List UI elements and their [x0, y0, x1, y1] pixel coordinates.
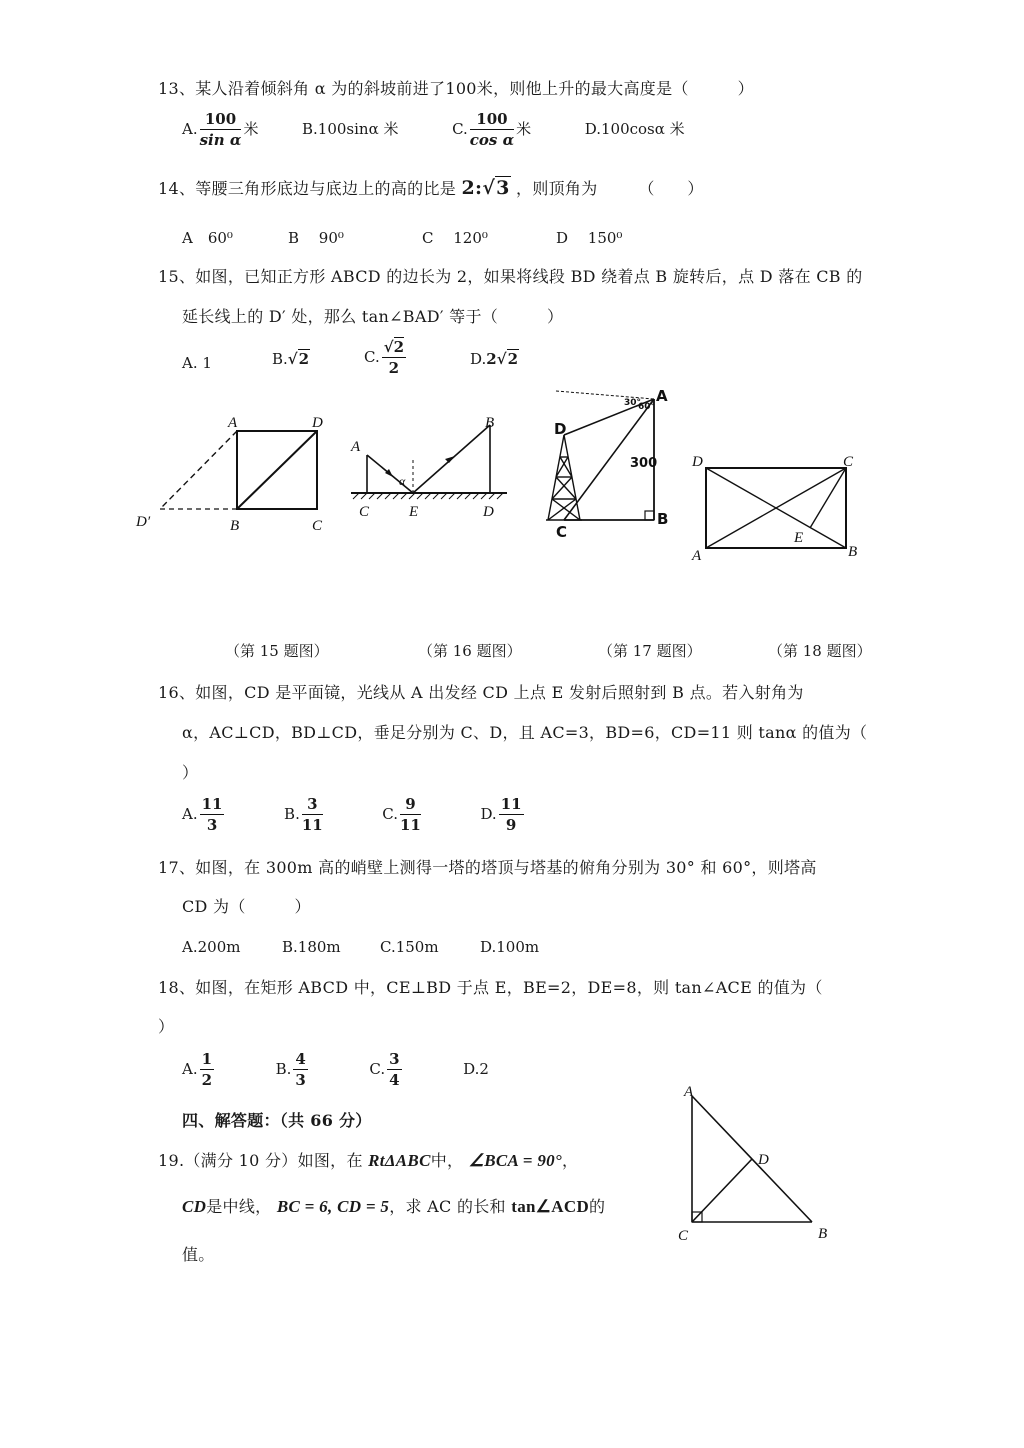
- q13-options: [182, 112, 685, 148]
- label-alpha: α: [399, 474, 406, 488]
- label-angle-60: 60°: [638, 402, 656, 412]
- q15-b-label: B.: [272, 350, 288, 368]
- figure-16: [345, 405, 515, 540]
- label-b: B: [818, 1226, 828, 1242]
- right-angle-b: [645, 511, 654, 520]
- q15-line1: 15、如图，已知正方形 ABCD 的边长为 2，如果将线段 BD 绕着点 B 旋转后，点 D 落在 CB 的: [158, 267, 863, 286]
- q16-line1: 16、如图，CD 是平面镜，光线从 A 出发经 CD 上点 E 发射后照射到 B 点。若入射角为: [158, 683, 804, 702]
- q15-option-d: [470, 350, 519, 368]
- label-a: A: [351, 439, 361, 455]
- q17-option-b: B.180m: [282, 938, 341, 956]
- q15-d-label: D.: [470, 350, 487, 368]
- q18-line2: ）: [158, 1017, 175, 1036]
- label-c: C: [556, 523, 568, 541]
- q19-text-mid1: 中，: [430, 1151, 464, 1170]
- q18-line1: 18、如图，在矩形 ABCD 中，CE⊥BD 于点 E，BE=2，DE=8，则 tan∠ACE 的值为（: [158, 978, 823, 997]
- q17-line1: 17、如图，在 300m 高的峭壁上测得一塔的塔顶与塔基的俯角分别为 30° 和 60°，则塔高: [158, 858, 817, 877]
- label-e: E: [409, 504, 419, 520]
- label-b: B: [657, 510, 669, 528]
- figure-19: [670, 1082, 840, 1247]
- q16-line3: ）: [182, 763, 199, 782]
- label-e: E: [794, 530, 804, 546]
- label-c: C: [312, 518, 323, 534]
- q15-d-radicand: 2: [507, 350, 518, 368]
- q19-line3: 值。: [182, 1245, 215, 1264]
- q16-a-label: A.: [182, 805, 198, 823]
- q14-ratio-radicand: 3: [496, 177, 510, 199]
- q18-c-fraction: [387, 1052, 401, 1088]
- label-d: D: [312, 415, 323, 431]
- q19-text-post2: 的: [589, 1197, 606, 1216]
- q13-a-denominator: sin α: [199, 131, 242, 149]
- q13-c-unit: 米: [516, 120, 532, 138]
- figure-17: [540, 385, 685, 545]
- q19-math-tan: tan∠ACD: [511, 1197, 590, 1216]
- q17-option-c: C.150m: [380, 938, 439, 956]
- caption-figure-15: （第 15 题图）: [225, 642, 329, 660]
- label-angle-30: 30°: [624, 398, 642, 408]
- q18-b-label: B.: [275, 1060, 292, 1078]
- figure-18: [688, 450, 868, 570]
- label-b: B: [848, 544, 858, 560]
- q14-stem-tail: ，则顶角为 （ ）: [516, 179, 704, 198]
- q17-line2: CD 为（ ）: [182, 897, 311, 916]
- q13-option-b: B.100sinα 米: [302, 120, 399, 138]
- q19-line2: [182, 1194, 605, 1217]
- q14-ratio-sqrt: √3: [482, 177, 510, 199]
- caption-figure-16: （第 16 题图）: [418, 642, 522, 660]
- q13-c-denominator: cos α: [469, 131, 515, 149]
- label-d: D: [483, 504, 494, 520]
- q13-a-unit: 米: [243, 120, 259, 138]
- q16-line2: α，AC⊥CD，BD⊥CD，垂足分别为 C、D，且 AC=3，BD=6，CD=11 则 tanα 的值为（: [182, 723, 868, 742]
- q15-c-label: C.: [364, 348, 380, 366]
- q13-option-c-fraction: [470, 112, 514, 148]
- label-a: A: [692, 548, 702, 564]
- q19-math-triangle: RtΔABC: [368, 1151, 431, 1170]
- label-d: D: [758, 1152, 769, 1168]
- q16-a-den: 3: [206, 816, 218, 834]
- q15-option-c: [364, 340, 408, 376]
- figure-15: [130, 405, 340, 540]
- q14-option-d: D 150⁰: [556, 229, 623, 247]
- q16-d-fraction: [499, 797, 524, 833]
- q19-text-post1: ，: [562, 1151, 579, 1170]
- q18-option-d: D.2: [463, 1060, 489, 1078]
- q15-c-denominator: 2: [388, 359, 400, 377]
- label-d: D: [554, 420, 567, 438]
- arrow-reflected: [445, 456, 455, 463]
- q14-stem-text: 14、等腰三角形底边与底边上的高的比是: [158, 179, 457, 198]
- q18-a-num: 1: [201, 1050, 213, 1068]
- q17-option-d: D.100m: [480, 938, 540, 956]
- q13-a-numerator: 100: [200, 112, 242, 130]
- label-b: B: [230, 518, 240, 534]
- q15-d-sqrt: 2√2: [486, 350, 518, 368]
- q18-options: [182, 1052, 489, 1088]
- q19-text-pre: 19.（满分 10 分）如图，在: [158, 1151, 363, 1170]
- q18-c-num: 3: [389, 1050, 400, 1068]
- caption-figure-17: （第 17 题图）: [598, 642, 702, 660]
- q18-a-label: A.: [182, 1060, 198, 1078]
- q19-text-mid2: 是中线，: [206, 1197, 272, 1216]
- q13-stem: 13、某人沿着倾斜角 α 为的斜坡前进了100米，则他上升的最大高度是（ ）: [158, 79, 754, 98]
- label-height: 300: [630, 456, 658, 471]
- q19-line1: [158, 1148, 578, 1171]
- q16-a-num: 11: [201, 795, 223, 813]
- q15-c-numerator: √2: [383, 338, 405, 356]
- caption-figure-18: （第 18 题图）: [768, 642, 872, 660]
- label-a: A: [656, 387, 668, 405]
- segment-ce: [810, 468, 846, 528]
- q16-b-label: B.: [284, 805, 300, 823]
- q19-math-angle: ∠BCA = 90°: [468, 1151, 563, 1170]
- q18-c-label: C.: [369, 1060, 386, 1078]
- q19-text-mid3: ，求 AC 的长和: [389, 1197, 506, 1216]
- q18-b-fraction: [293, 1052, 307, 1088]
- q16-b-den: 11: [301, 816, 323, 834]
- q18-a-fraction: [200, 1052, 214, 1088]
- q13-c-numerator: 100: [470, 112, 514, 130]
- q13-option-a-fraction: [200, 112, 242, 148]
- label-c: C: [843, 454, 854, 470]
- label-d: D: [692, 454, 703, 470]
- q13-option-c-label: C.: [452, 120, 468, 138]
- q18-a-den: 2: [201, 1071, 213, 1089]
- diagonal-bd: [237, 431, 317, 509]
- q13-option-a-label: A.: [182, 120, 198, 138]
- q18-b-num: 4: [295, 1050, 306, 1068]
- q19-math-lengths: BC = 6, CD = 5: [276, 1197, 390, 1216]
- q14-option-c: C 120⁰: [422, 229, 488, 247]
- label-c: C: [678, 1228, 689, 1244]
- q15-option-a: A. 1: [182, 354, 212, 372]
- q16-b-num: 3: [302, 797, 323, 815]
- q16-d-num: 11: [500, 795, 522, 813]
- q15-option-b: [272, 350, 310, 368]
- label-a: A: [684, 1084, 694, 1100]
- section-heading: 四、解答题：（共 66 分）: [182, 1111, 372, 1130]
- q16-options: [182, 797, 526, 833]
- q16-c-label: C.: [382, 805, 398, 823]
- q16-c-fraction: [400, 797, 421, 833]
- q16-d-den: 9: [505, 816, 517, 834]
- q16-a-fraction: [200, 797, 225, 833]
- q14-option-a: A 60⁰: [182, 229, 233, 247]
- q17-option-a: A.200m: [182, 938, 241, 956]
- q15-b-sqrt: √2: [287, 350, 310, 368]
- q15-c-fraction: [382, 340, 406, 376]
- q13-option-d: D.100cosα 米: [584, 120, 685, 138]
- q18-b-den: 3: [295, 1071, 306, 1089]
- q19-math-cd: CD: [182, 1197, 207, 1216]
- q14-ratio: [461, 176, 510, 199]
- q14-ratio-sep: :: [474, 177, 483, 199]
- q16-c-den: 11: [400, 816, 421, 834]
- q16-d-label: D.: [480, 805, 497, 823]
- q15-b-radicand: 2: [298, 350, 310, 368]
- q16-c-num: 9: [400, 797, 421, 815]
- label-c: C: [359, 504, 370, 520]
- q18-c-den: 4: [389, 1071, 400, 1089]
- dashed-ad-prime: [160, 431, 237, 509]
- label-d-prime: D′: [136, 514, 151, 530]
- q15-c-num-radicand: 2: [393, 338, 405, 356]
- tower-icon: [546, 435, 582, 520]
- label-a: A: [228, 415, 238, 431]
- q14-ratio-left: 2: [461, 177, 475, 199]
- q14-option-b: B 90⁰: [288, 229, 344, 247]
- q15-line2: 延长线上的 D′ 处，那么 tan∠BAD′ 等于（ ）: [182, 307, 564, 326]
- q16-b-fraction: [302, 797, 323, 833]
- q15-d-coefficient: 2: [486, 350, 497, 368]
- label-b: B: [485, 415, 495, 431]
- q14-stem: [158, 176, 704, 199]
